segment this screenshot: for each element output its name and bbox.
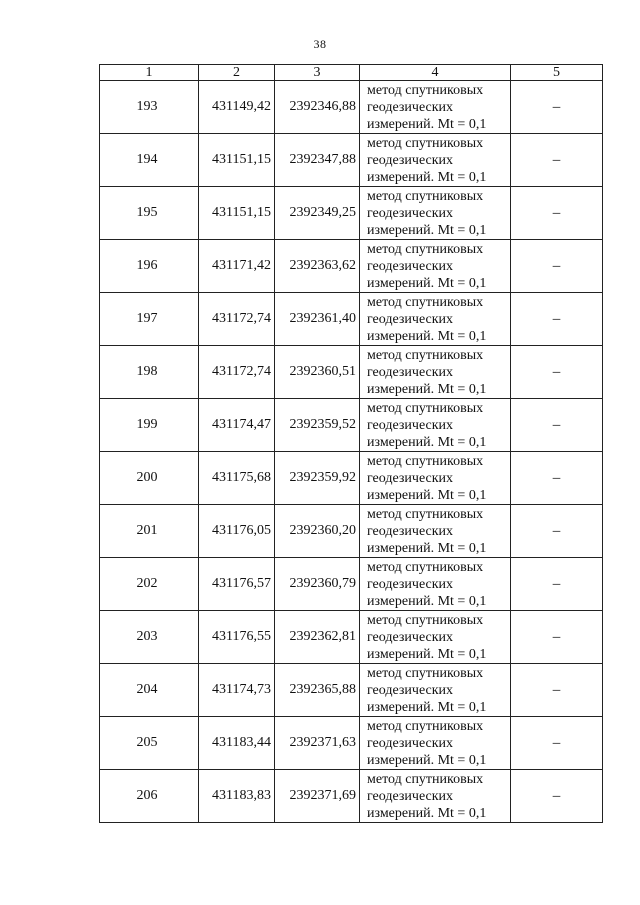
y-coordinate-cell: 2392361,40	[275, 293, 360, 346]
table-row	[100, 240, 603, 293]
table-row	[100, 134, 603, 187]
method-line: метод спутниковых	[367, 347, 484, 363]
x-coordinate-cell: 431149,42	[199, 81, 275, 134]
y-coordinate-cell: 2392363,62	[275, 240, 360, 293]
y-coordinate-cell: 2392346,88	[275, 81, 360, 134]
method-line: геодезических	[367, 417, 454, 433]
x-coordinate-cell: 431176,05	[199, 505, 275, 558]
method-line: метод спутниковых	[367, 718, 484, 734]
method-line: геодезических	[367, 152, 454, 168]
point-number-cell: 202	[100, 558, 199, 611]
method-cell	[360, 240, 511, 293]
method-cell	[360, 134, 511, 187]
table-header	[100, 65, 603, 81]
note-cell: –	[511, 81, 603, 134]
x-coordinate-cell: 431172,74	[199, 346, 275, 399]
method-line: геодезических	[367, 205, 454, 221]
y-coordinate-cell: 2392359,92	[275, 452, 360, 505]
method-line: измерений. Mt = 0,1	[367, 487, 487, 503]
table-row	[100, 770, 603, 823]
table-body	[100, 81, 603, 823]
method-line: геодезических	[367, 682, 454, 698]
note-cell: –	[511, 505, 603, 558]
point-number-cell: 200	[100, 452, 199, 505]
method-line: метод спутниковых	[367, 294, 484, 310]
note-cell: –	[511, 240, 603, 293]
method-line: геодезических	[367, 99, 454, 115]
method-line: измерений. Mt = 0,1	[367, 699, 487, 715]
y-coordinate-cell: 2392365,88	[275, 664, 360, 717]
point-number-cell: 197	[100, 293, 199, 346]
method-line: метод спутниковых	[367, 559, 484, 575]
note-cell: –	[511, 452, 603, 505]
method-line: измерений. Mt = 0,1	[367, 222, 487, 238]
note-cell: –	[511, 558, 603, 611]
y-coordinate-cell: 2392359,52	[275, 399, 360, 452]
note-cell: –	[511, 293, 603, 346]
method-line: геодезических	[367, 576, 454, 592]
method-line: измерений. Mt = 0,1	[367, 381, 487, 397]
header-col-2: 2	[199, 65, 275, 81]
method-line: измерений. Mt = 0,1	[367, 593, 487, 609]
method-line: геодезических	[367, 470, 454, 486]
x-coordinate-cell: 431151,15	[199, 187, 275, 240]
method-cell	[360, 770, 511, 823]
table-row	[100, 452, 603, 505]
note-cell: –	[511, 134, 603, 187]
table-row	[100, 187, 603, 240]
method-line: геодезических	[367, 629, 454, 645]
method-cell	[360, 293, 511, 346]
method-line: метод спутниковых	[367, 241, 484, 257]
table-row	[100, 293, 603, 346]
method-line: геодезических	[367, 311, 454, 327]
method-line: метод спутниковых	[367, 665, 484, 681]
point-number-cell: 204	[100, 664, 199, 717]
point-number-cell: 206	[100, 770, 199, 823]
method-line: геодезических	[367, 258, 454, 274]
method-line: метод спутниковых	[367, 612, 484, 628]
method-line: метод спутниковых	[367, 453, 484, 469]
x-coordinate-cell: 431151,15	[199, 134, 275, 187]
x-coordinate-cell: 431171,42	[199, 240, 275, 293]
method-line: геодезических	[367, 735, 454, 751]
method-line: измерений. Mt = 0,1	[367, 752, 487, 768]
table-row	[100, 717, 603, 770]
table-row	[100, 81, 603, 134]
method-cell	[360, 664, 511, 717]
point-number-cell: 195	[100, 187, 199, 240]
method-line: измерений. Mt = 0,1	[367, 805, 487, 821]
y-coordinate-cell: 2392349,25	[275, 187, 360, 240]
method-line: метод спутниковых	[367, 188, 484, 204]
x-coordinate-cell: 431183,44	[199, 717, 275, 770]
method-line: измерений. Mt = 0,1	[367, 328, 487, 344]
point-number-cell: 205	[100, 717, 199, 770]
y-coordinate-cell: 2392371,63	[275, 717, 360, 770]
method-cell	[360, 505, 511, 558]
method-line: геодезических	[367, 364, 454, 380]
note-cell: –	[511, 611, 603, 664]
note-cell: –	[511, 770, 603, 823]
point-number-cell: 196	[100, 240, 199, 293]
y-coordinate-cell: 2392360,79	[275, 558, 360, 611]
coordinates-table	[99, 64, 603, 823]
table-row	[100, 558, 603, 611]
point-number-cell: 199	[100, 399, 199, 452]
header-col-1: 1	[100, 65, 199, 81]
method-line: метод спутниковых	[367, 82, 484, 98]
header-col-3: 3	[275, 65, 360, 81]
y-coordinate-cell: 2392371,69	[275, 770, 360, 823]
method-line: геодезических	[367, 788, 454, 804]
table-row	[100, 399, 603, 452]
method-cell	[360, 558, 511, 611]
method-cell	[360, 346, 511, 399]
table-row	[100, 611, 603, 664]
note-cell: –	[511, 399, 603, 452]
point-number-cell: 203	[100, 611, 199, 664]
page-number: 38	[313, 37, 327, 51]
point-number-cell: 201	[100, 505, 199, 558]
header-col-5: 5	[511, 65, 603, 81]
table-row	[100, 505, 603, 558]
y-coordinate-cell: 2392347,88	[275, 134, 360, 187]
method-cell	[360, 399, 511, 452]
point-number-cell: 198	[100, 346, 199, 399]
table-row	[100, 664, 603, 717]
x-coordinate-cell: 431172,74	[199, 293, 275, 346]
method-cell	[360, 81, 511, 134]
x-coordinate-cell: 431183,83	[199, 770, 275, 823]
point-number-cell: 193	[100, 81, 199, 134]
method-line: измерений. Mt = 0,1	[367, 540, 487, 556]
y-coordinate-cell: 2392360,20	[275, 505, 360, 558]
method-line: измерений. Mt = 0,1	[367, 275, 487, 291]
method-line: метод спутниковых	[367, 506, 484, 522]
method-cell	[360, 187, 511, 240]
note-cell: –	[511, 664, 603, 717]
note-cell: –	[511, 346, 603, 399]
x-coordinate-cell: 431176,55	[199, 611, 275, 664]
header-col-4: 4	[360, 65, 511, 81]
method-line: измерений. Mt = 0,1	[367, 116, 487, 132]
x-coordinate-cell: 431174,73	[199, 664, 275, 717]
y-coordinate-cell: 2392360,51	[275, 346, 360, 399]
method-line: метод спутниковых	[367, 771, 484, 787]
method-cell	[360, 611, 511, 664]
header-row	[100, 65, 603, 81]
x-coordinate-cell: 431174,47	[199, 399, 275, 452]
x-coordinate-cell: 431176,57	[199, 558, 275, 611]
table-row	[100, 346, 603, 399]
note-cell: –	[511, 187, 603, 240]
method-cell	[360, 452, 511, 505]
method-line: измерений. Mt = 0,1	[367, 169, 487, 185]
method-line: измерений. Mt = 0,1	[367, 434, 487, 450]
method-line: геодезических	[367, 523, 454, 539]
note-cell: –	[511, 717, 603, 770]
method-line: метод спутниковых	[367, 400, 484, 416]
method-line: метод спутниковых	[367, 135, 484, 151]
method-line: измерений. Mt = 0,1	[367, 646, 487, 662]
point-number-cell: 194	[100, 134, 199, 187]
x-coordinate-cell: 431175,68	[199, 452, 275, 505]
method-cell	[360, 717, 511, 770]
y-coordinate-cell: 2392362,81	[275, 611, 360, 664]
